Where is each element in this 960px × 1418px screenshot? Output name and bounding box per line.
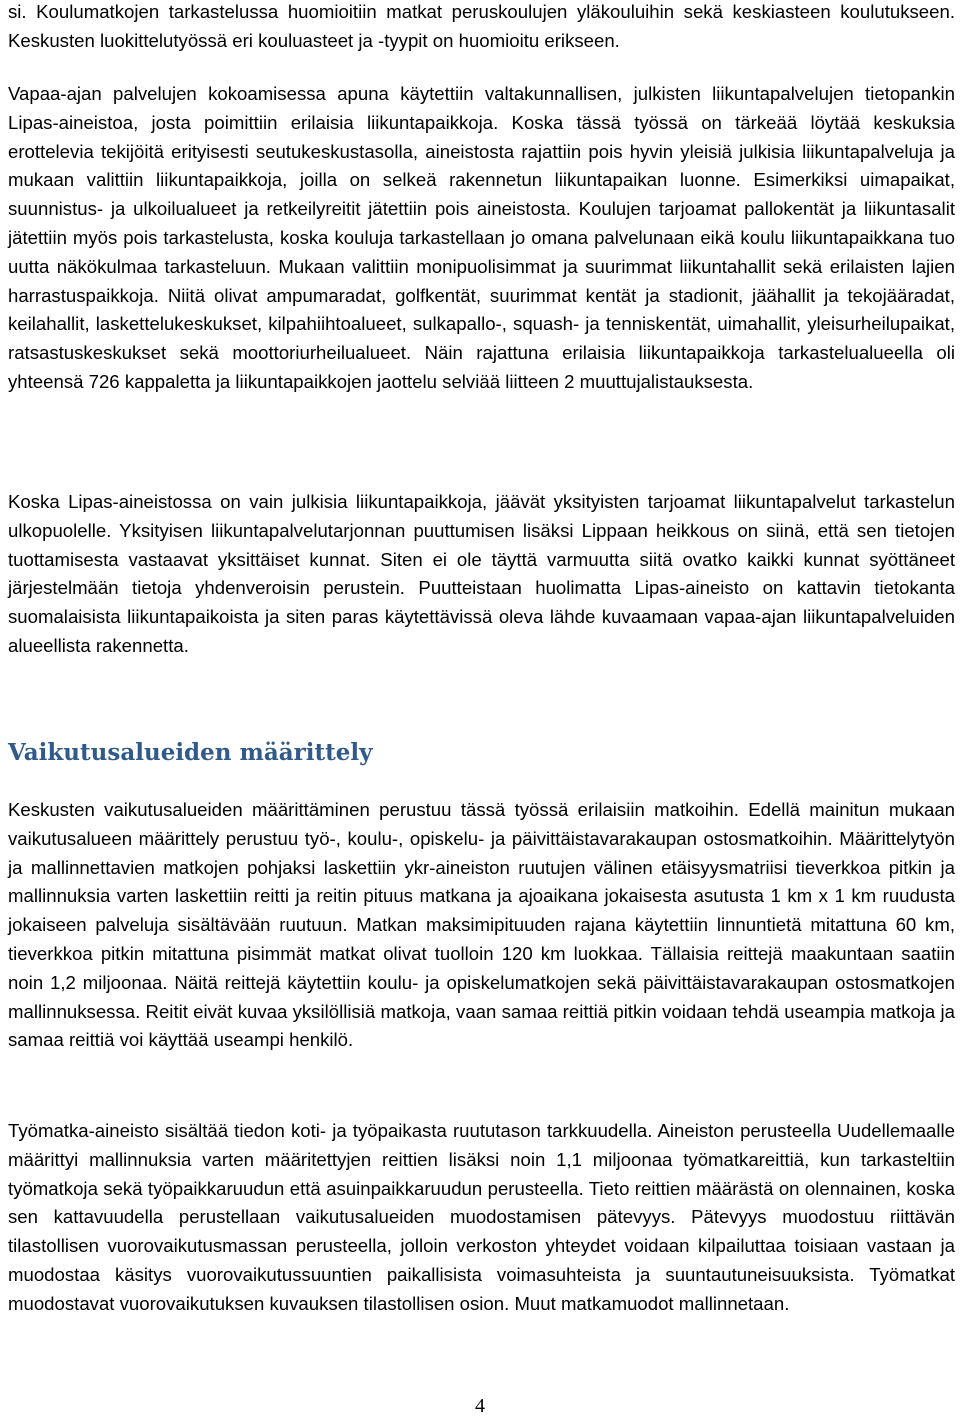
section-heading: Vaikutusalueiden määrittely [8, 739, 373, 766]
paragraph-private-services: Koska Lipas-aineistossa on vain julkisia liikuntapaikkoja, jäävät yksityisten tarjoamat liikuntapalvelut tarkastelun ulkopuolelle. Yksityisen liikuntapalvelutarjonnan puuttumisen lisäksi Lippaan heikkous on siinä, että sen tietojen tuottamisesta vastaavat yksittäiset kunnat. Siten ei ole täyttä varmuutta siitä ovatko kaikki kunnat syöttäneet järjestelmään tietoja yhdenveroisin perustein. Puutteistaan huolimatta Lipas-aineisto on kattavin tietokanta suomalaisista liikuntapaikoista ja siten paras käytettävissä oleva lähde kuvaamaan vapaa-ajan liikuntapalveluiden alueellista rakennetta. [8, 491, 955, 656]
paragraph-lipas: Vapaa-ajan palvelujen kokoamisessa apuna käytettiin valtakunnallisen, julkisten liikuntapalvelujen tietopankin Lipas-aineistoa, josta poimittiin erilaisia liikuntapaikkoja. Koska tässä työssä on tärkeää löytää keskuksia erottelevia tekijöitä erityisesti seutukeskustasolla, aineistosta rajattiin pois hyvin yleisiä julkisia liikuntapalveluja ja mukaan valittiin liikuntapaikkoja, joilla on selkeä rakennetun liikuntapaikan luonne. Esimerkiksi uimapaikat, suunnistus- ja ulkoilualueet ja retkeilyreitit jätettiin pois aineistosta. Koulujen tarjoamat pallokentät ja liikuntasalit jätettiin myös pois tarkastelusta, koska kouluja tarkastellaan jo omana palvelunaan eikä koulu liikuntapaikkana tuo uutta näkökulmaa tarkasteluun. Mukaan valittiin monipuolisimmat ja suurimmat liikuntahallit sekä erilaisten lajien harrastuspaikkoja. Niitä olivat ampumaradat, golfkentät, suurimmat kentät ja stadionit, jäähallit ja tekojääradat, keilahallit, laskettelukeskukset, kilpahiihtoalueet, sulkapallo-, squash- ja tenniskentät, uimahallit, yleisurheilupaikat, ratsastuskeskukset sekä moottoriurheilualueet. Näin rajattuna erilaisia liikuntapaikkoja tarkastelualueella oli yhteensä 726 kappaletta ja liikuntapaikkojen jaottelu selviää liitteen 2 muuttujalistauksesta. [8, 83, 955, 392]
page-number: 4 [475, 1395, 485, 1417]
paragraph-definition: Keskusten vaikutusalueiden määrittäminen perustuu tässä työssä erilaisiin matkoihin. Edellä mainitun mukaan vaikutusalueen määrittely perustuu työ-, koulu-, opiskelu- ja päivittäistavarakaupan ostosmatkoihin. Määrittelytyön ja mallinnettavien matkojen pohjaksi laskettiin ykr-aineiston ruutujen välinen etäisyysmatriisi tieverkkoa pitkin ja mallinnuksia varten laskettiin reitti ja reitin pituus matkana ja ajoaikana jokaisesta asutusta 1 km x 1 km ruudusta jokaiseen palveluja sisältävään ruutuun. Matkan maksimipituuden rajana käytettiin linnuntietä mitattuna 60 km, tieverkkoa pitkin mitattuna pisimmät matkat olivat tuolloin 120 km luokkaa. Tällaisia reittejä maakuntaan saatiin noin 1,2 miljoonaa. Näitä reittejä käytettiin koulu- ja opiskelumatkojen sekä päivittäistavarakaupan ostosmatkojen mallinnuksessa. Reitit eivät kuvaa yksilöllisiä matkoja, vaan samaa reittiä pitkin voidaan tehdä useampia matkoja ja samaa reittiä voi käyttää useampi henkilö. [8, 799, 955, 1051]
paragraph-intro: si. Koulumatkojen tarkastelussa huomioitiin matkat peruskoulujen yläkouluihin sekä keskiasteen koulutukseen. Keskusten luokittelutyössä eri kouluasteet ja -tyypit on huomioitu erikseen. [8, 1, 955, 51]
paragraph-work-trips: Työmatka-aineisto sisältää tiedon koti- ja työpaikasta ruututason tarkkuudella. Aineiston perusteella Uudellemaalle määrittyi mallinnuksia varten määritettyjen reittien lisäksi noin 1,1 miljoonaa työmatkareittiä, kun tarkasteltiin työmatkoja sekä työpaikkaruudun että asuinpaikkaruudun perusteella. Tieto reittien määrästä on olennainen, koska sen kattavuudella perustellaan vaikutusalueiden muodostamisen pätevyys. Pätevyys muodostuu riittävän tilastollisen vuorovaikutusmassan perusteella, jolloin verkoston yhteydet voidaan kilpailuttaa toisiaan vastaan ja muodostaa käsitys vuorovaikutussuuntien paikallisista voimasuhteista ja suuntautuneisuuksista. Työmatkat muodostavat vuorovaikutuksen kuvauksen tilastollisen osion. Muut matkamuodot mallinnetaan. [8, 1120, 955, 1314]
